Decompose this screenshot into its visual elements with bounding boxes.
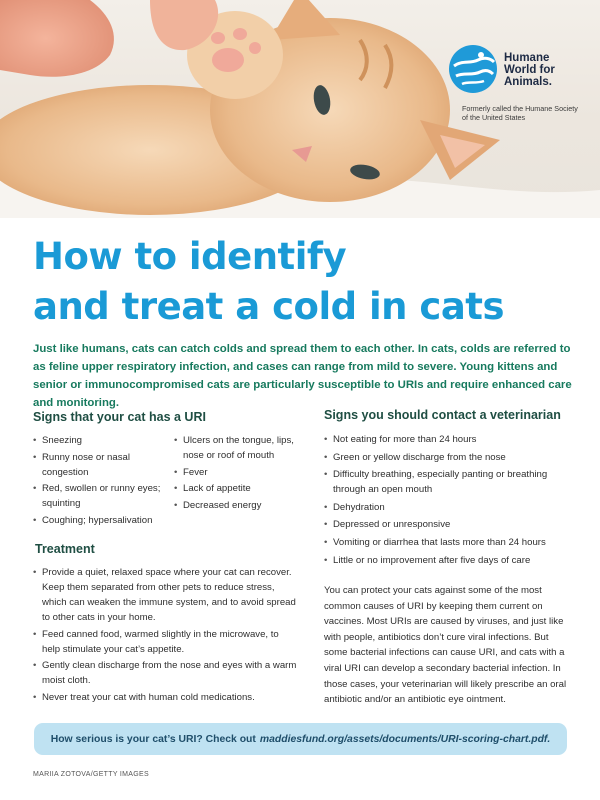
list-item: • Decreased energy	[174, 498, 304, 513]
list-item: • Lack of appetite	[174, 481, 304, 496]
list-item: • Feed canned food, warmed slightly in the microwave, to help stimulate your cat’s appetite.	[33, 627, 298, 657]
logo-line2: World for	[504, 64, 555, 76]
list-item: • Vomiting or diarrhea that lasts more than 24 hours	[324, 535, 574, 550]
logo-line1: Humane	[504, 52, 550, 64]
list-item: • Difficulty breathing, especially panting or breathing through an open mouth	[324, 467, 574, 497]
photo-credit: MARIIA ZOTOVA/GETTY IMAGES	[33, 771, 149, 778]
uri-scoring-chart-link[interactable]: maddiesfund.org/assets/documents/URI-scoring-chart.pdf.	[259, 733, 551, 745]
list-item: • Sneezing	[33, 433, 168, 448]
title-line2: and treat a cold in cats	[33, 285, 505, 328]
list-item: • Never treat your cat with human cold medications.	[33, 690, 298, 705]
logo-subtitle: Formerly called the Humane Society of the United States	[462, 104, 578, 122]
title-line1: How to identify	[33, 235, 347, 278]
list-item: • Fever	[174, 465, 304, 480]
list-item: • Gently clean discharge from the nose and eyes with a warm moist cloth.	[33, 658, 298, 688]
uri-callout-banner	[34, 723, 567, 755]
list-item: • Not eating for more than 24 hours	[324, 432, 574, 447]
globe-animals-icon	[448, 44, 498, 94]
signs-list-col1	[33, 433, 168, 529]
list-item: • Depressed or unresponsive	[324, 517, 574, 532]
signs-list-col2	[174, 433, 304, 514]
list-item: • Ulcers on the tongue, lips, nose or roof of mouth	[174, 433, 304, 463]
list-item: • Red, swollen or runny eyes; squinting	[33, 481, 168, 511]
callout-text: How serious is your cat’s URI? Check out	[50, 733, 256, 745]
page-title	[33, 232, 504, 332]
list-item: • Dehydration	[324, 500, 574, 515]
intro-paragraph: Just like humans, cats can catch colds and spread them to each other. In cats, colds are referred to as feline upper respiratory infection, and cases can range from mild to severe. Young kittens and senior or immunocompromised cats are particularly susceptible to URIs and require enhanced care and monitoring.	[33, 343, 572, 409]
treatment-heading: Treatment	[35, 542, 95, 556]
signs-heading: Signs that your cat has a URI	[33, 410, 206, 424]
list-item: • Little or no improvement after five days of care	[324, 553, 574, 568]
list-item: • Provide a quiet, relaxed space where your cat can recover. Keep them separated from other pets to reduce stress, which can weaken the immune system, and to avoid spread to other cats in your home.	[33, 565, 298, 625]
logo-line3: Animals.	[504, 76, 552, 88]
vet-list	[324, 432, 574, 570]
list-item: • Green or yellow discharge from the nose	[324, 450, 574, 465]
hero-photo	[0, 0, 600, 218]
logo-wordmark	[504, 52, 555, 88]
list-item: • Runny nose or nasal congestion	[33, 450, 168, 480]
humane-world-logo	[448, 44, 578, 124]
protect-paragraph: You can protect your cats against some of the most common causes of URI by keeping them current on vaccines. Most URIs are caused by viruses, and just like with people, antibiotics don’t cure viral infections. But some bacterial infections can cause URI, and cats with a viral URI can develop a secondary bacterial infection. In those cases, your veterinarian will likely prescribe an oral antibiotic and/or an antibiotic eye ointment.	[324, 585, 567, 706]
vet-heading: Signs you should contact a veterinarian	[324, 408, 561, 422]
treatment-list	[33, 565, 298, 706]
list-item: • Coughing; hypersalivation	[33, 513, 168, 528]
